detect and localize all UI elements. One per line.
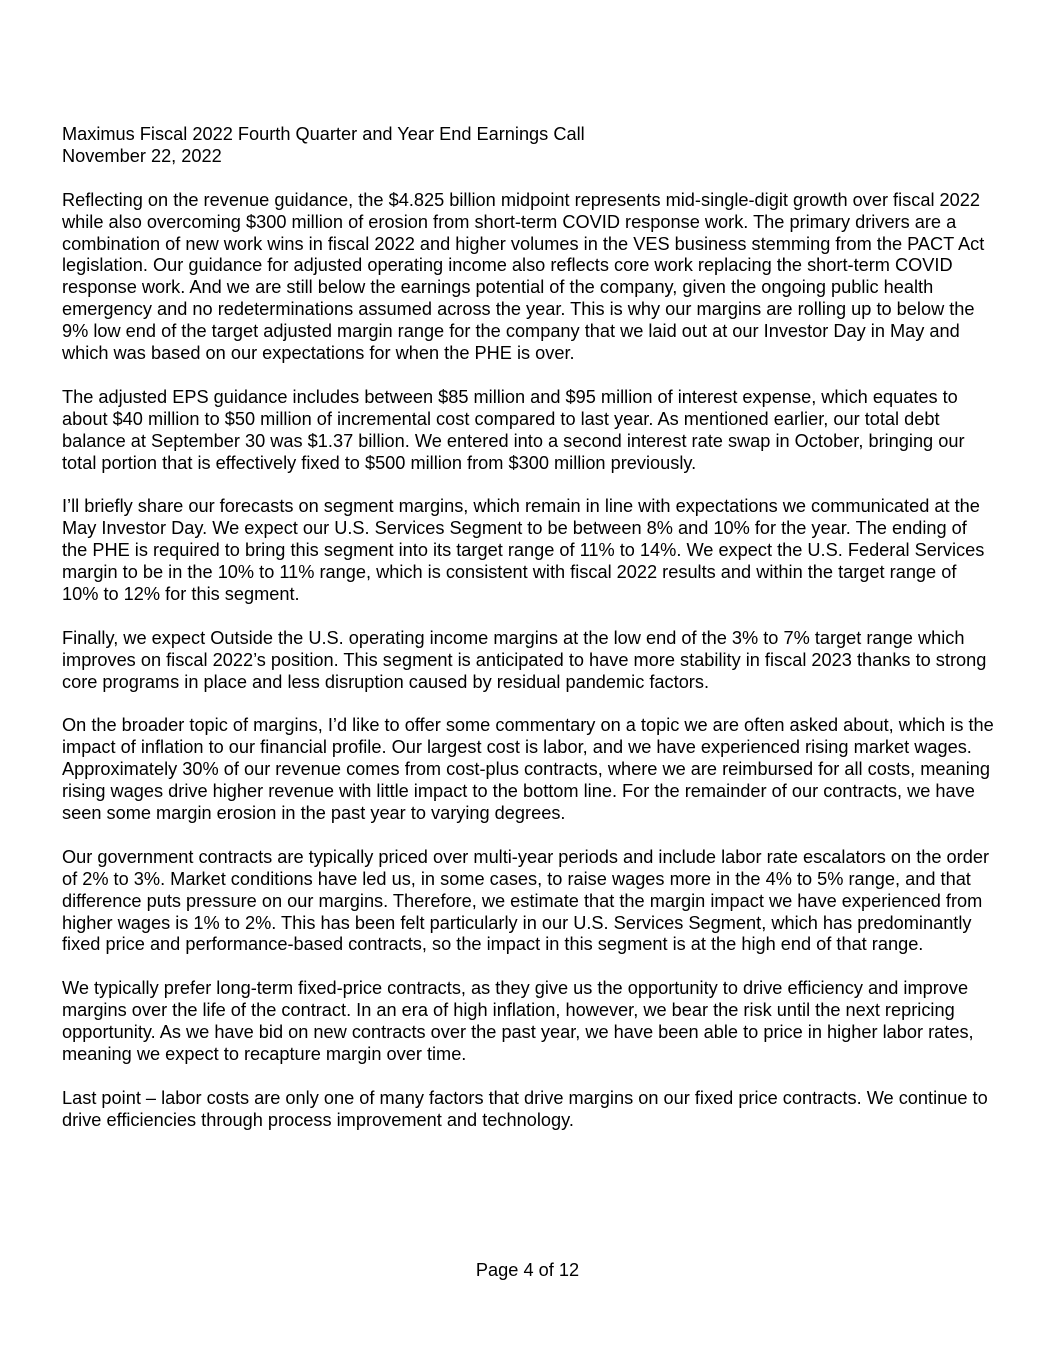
paragraph-government-contracts: Our government contracts are typically priced over multi-year periods and include labor rate escalators on the order of 2% to 3%. Market conditions have led us, in some cases, to raise wages more in the 4% to 5% range, and that difference puts pressure on our margins. Therefore, we estimate that the margin impact we have experienced from higher wages is 1% to 2%. This has been felt particularly in our U.S. Services Segment, which has predominantly fixed price and performance-based contracts, so the impact in this segment is at the high end of that range.	[62, 846, 990, 955]
paragraph-inflation: On the broader topic of margins, I’d like to offer some commentary on a topic we are often asked about, which is the impact of inflation to our financial profile. Our largest cost is labor, and we have experienced rising market wages. Approximately 30% of our revenue comes from cost-plus contracts, where we are reimbursed for all costs, meaning rising wages drive higher revenue with little impact to the bottom line. For the remainder of our contracts, we have seen some margin erosion in the past year to varying degrees.	[62, 715, 994, 824]
page-number-footer: Page 4 of 12	[475, 1260, 580, 1280]
paragraph-eps-guidance: The adjusted EPS guidance includes between $85 million and $95 million of interest expense, which equates to about $40 million to $50 million of incremental cost compared to last year. As mentioned earlier, our total debt balance at September 30 was $1.37 billion. We entered into a second interest rate swap in October, bringing our total portion that is effectively fixed to $500 million from $300 million previously.	[62, 386, 965, 473]
document-page	[62, 124, 997, 1132]
document-date: November 22, 2022	[62, 145, 222, 166]
paragraph-segment-margins: I’ll briefly share our forecasts on segment margins, which remain in line with expectations we communicated at the May Investor Day. We expect our U.S. Services Segment to be between 8% and 10% for the year. The ending of the PHE is required to bring this segment into its target range of 11% to 14%. We expect the U.S. Federal Services margin to be in the 10% to 11% range, which is consistent with fiscal 2022 results and within the target range of 10% to 12% for this segment.	[62, 496, 985, 604]
paragraph-revenue-guidance: Reflecting on the revenue guidance, the $4.825 billion midpoint represents mid-single-digit growth over fiscal 2022 while also overcoming $300 million of erosion from short-term COVID response work. The primary drivers are a combination of new work wins in fiscal 2022 and higher volumes in the VES business stemming from the PACT Act legislation. Our guidance for adjusted operating income also reflects core work replacing the short-term COVID response work. And we are still below the earnings potential of the company, given the ongoing public health emergency and no redeterminations assumed across the year. This is why our margins are rolling up to below the 9% low end of the target adjusted margin range for the company that we laid out at our Investor Day in May and which was based on our expectations for when the PHE is over.	[62, 189, 985, 364]
document-title: Maximus Fiscal 2022 Fourth Quarter and Year End Earnings Call	[62, 124, 585, 144]
paragraph-outside-us: Finally, we expect Outside the U.S. operating income margins at the low end of the 3% to 7% target range which improves on fiscal 2022’s position. This segment is anticipated to have more stability in fiscal 2023 thanks to strong core programs in place and less disruption caused by residual pandemic factors.	[62, 627, 987, 692]
paragraph-fixed-price-contracts: We typically prefer long-term fixed-price contracts, as they give us the opportunity to drive efficiency and improve margins over the life of the contract. In an era of high inflation, however, we bear the risk until the next repricing opportunity. As we have bid on new contracts over the past year, we have been able to price in higher labor rates, meaning we expect to recapture margin over time.	[62, 978, 974, 1064]
paragraph-last-point: Last point – labor costs are only one of many factors that drive margins on our fixed price contracts. We continue to drive efficiencies through process improvement and technology.	[62, 1087, 988, 1130]
